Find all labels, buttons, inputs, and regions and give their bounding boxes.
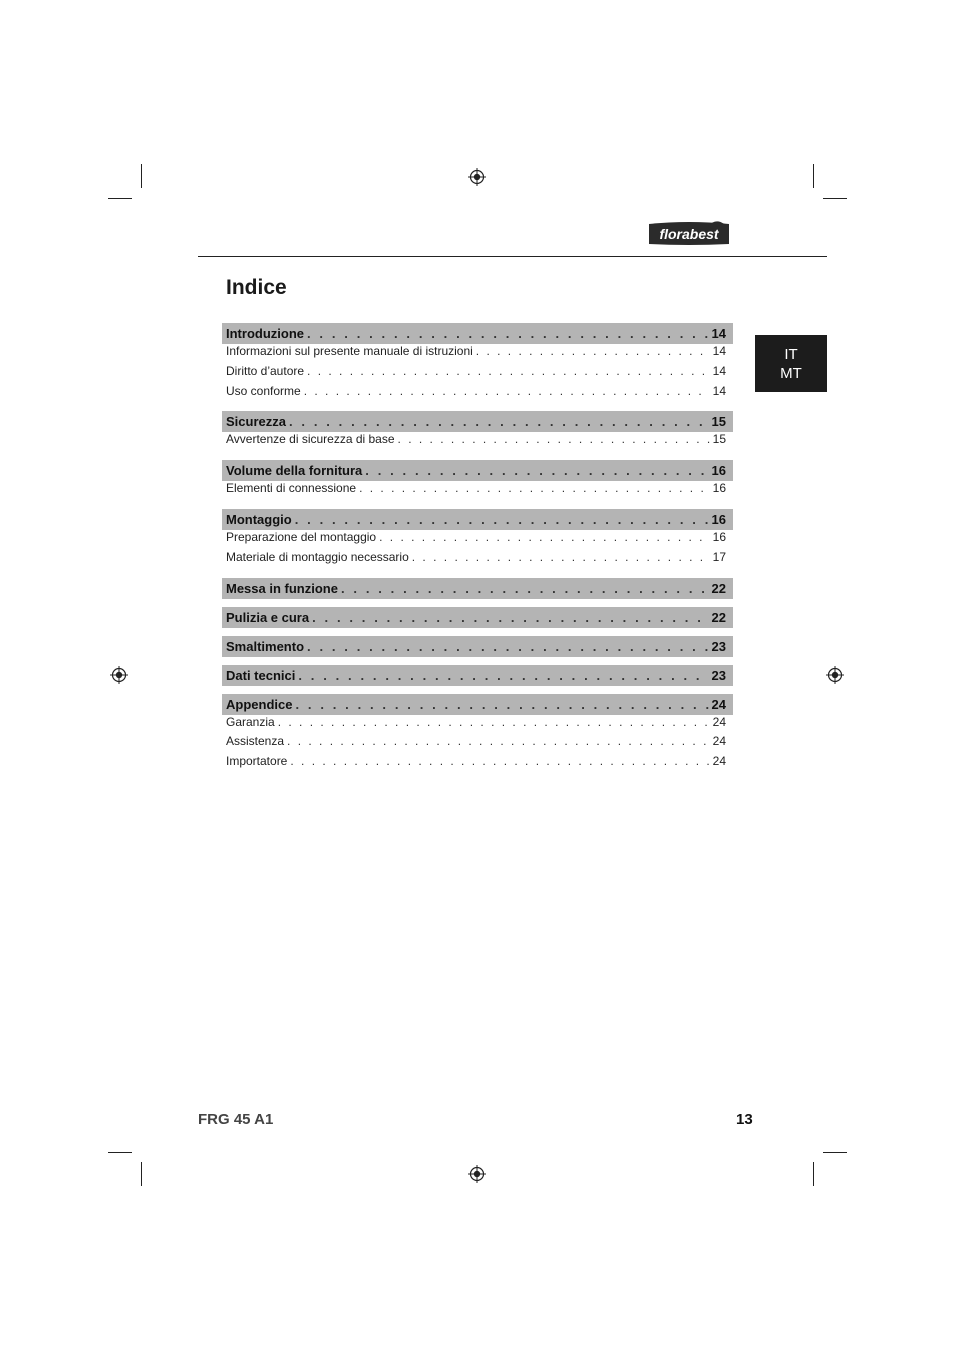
toc-section bbox=[222, 636, 733, 657]
toc-section-title: Messa in funzione bbox=[226, 580, 338, 596]
toc-entry[interactable] bbox=[222, 432, 733, 452]
toc-section-page: 16 bbox=[711, 463, 726, 479]
toc-entry-label: Assistenza bbox=[226, 734, 285, 749]
toc-section-heading[interactable] bbox=[222, 578, 733, 599]
toc-section-title: Dati tecnici bbox=[226, 667, 296, 683]
leader-dots bbox=[295, 512, 709, 527]
toc-entry[interactable] bbox=[222, 344, 733, 364]
toc-section-heading[interactable] bbox=[222, 509, 733, 530]
crop-mark bbox=[141, 164, 142, 188]
toc-entry-label: Avvertenze di sicurezza di base bbox=[226, 432, 395, 447]
toc-section bbox=[222, 460, 733, 501]
toc-entry-page: 16 bbox=[712, 481, 726, 496]
toc-entry[interactable] bbox=[222, 754, 733, 774]
leader-dots bbox=[295, 697, 708, 712]
toc-section-heading[interactable] bbox=[222, 694, 733, 715]
toc-section bbox=[222, 323, 733, 403]
language-code-it: IT bbox=[784, 345, 798, 363]
crop-mark bbox=[823, 1152, 847, 1153]
toc-section-page: 22 bbox=[711, 609, 726, 625]
crop-mark bbox=[823, 198, 847, 199]
florabest-logo bbox=[646, 220, 732, 246]
toc-section-heading[interactable] bbox=[222, 460, 733, 481]
registration-mark-icon bbox=[110, 666, 128, 684]
toc-section-heading[interactable] bbox=[222, 665, 733, 686]
toc-entry-label: Materiale di montaggio necessario bbox=[226, 549, 409, 564]
toc-entry[interactable] bbox=[222, 734, 733, 754]
toc-entry-label: Garanzia bbox=[226, 714, 275, 729]
leader-dots bbox=[307, 639, 709, 654]
registration-mark-icon bbox=[468, 168, 486, 186]
crop-mark bbox=[813, 1162, 814, 1186]
registration-mark-icon bbox=[826, 666, 844, 684]
crop-mark bbox=[813, 164, 814, 188]
toc-entry-page: 14 bbox=[712, 383, 726, 398]
language-tab bbox=[755, 335, 827, 392]
page-title: Indice bbox=[226, 276, 287, 299]
leader-dots bbox=[412, 550, 710, 564]
leader-dots bbox=[298, 668, 708, 683]
toc-entry-page: 15 bbox=[712, 432, 726, 447]
toc-entry-label: Preparazione del montaggio bbox=[226, 529, 377, 544]
toc-entry-label: Elementi di connessione bbox=[226, 481, 357, 496]
toc-entry[interactable] bbox=[222, 715, 733, 735]
toc-section bbox=[222, 411, 733, 452]
leader-dots bbox=[341, 581, 709, 596]
leader-dots bbox=[290, 754, 709, 768]
toc-entry-page: 24 bbox=[712, 714, 726, 729]
leader-dots bbox=[307, 326, 709, 341]
leader-dots bbox=[307, 364, 710, 378]
toc-entry[interactable] bbox=[222, 364, 733, 384]
toc-entry-page: 24 bbox=[712, 754, 726, 769]
registration-mark-icon bbox=[468, 1165, 486, 1183]
toc-section-page: 15 bbox=[711, 414, 726, 430]
toc-section-title: Appendice bbox=[226, 696, 293, 712]
toc-entry[interactable] bbox=[222, 550, 733, 570]
crop-mark bbox=[108, 198, 132, 199]
header-rule bbox=[198, 256, 827, 257]
toc-section-page: 14 bbox=[711, 326, 726, 341]
toc-section-page: 24 bbox=[711, 696, 726, 712]
table-of-contents bbox=[222, 323, 733, 782]
toc-section-title: Montaggio bbox=[226, 511, 292, 527]
toc-entry-page: 24 bbox=[712, 734, 726, 749]
crop-mark bbox=[108, 1152, 132, 1153]
leader-dots bbox=[289, 414, 709, 429]
toc-section-page: 23 bbox=[711, 667, 726, 683]
leader-dots bbox=[365, 463, 708, 478]
toc-section bbox=[222, 607, 733, 628]
toc-entry-page: 14 bbox=[712, 363, 726, 378]
toc-section-heading[interactable] bbox=[222, 411, 733, 432]
language-code-mt: MT bbox=[780, 364, 802, 382]
toc-section-title: Pulizia e cura bbox=[226, 609, 310, 625]
toc-section bbox=[222, 665, 733, 686]
model-number: FRG 45 A1 bbox=[198, 1111, 274, 1128]
page-number: 13 bbox=[736, 1111, 753, 1128]
crop-mark bbox=[141, 1162, 142, 1186]
leader-dots bbox=[287, 734, 710, 748]
toc-entry-label: Uso conforme bbox=[226, 383, 301, 398]
toc-entry-label: Diritto d’autore bbox=[226, 363, 305, 378]
toc-section bbox=[222, 578, 733, 599]
toc-entry-page: 17 bbox=[712, 549, 726, 564]
toc-section-heading[interactable] bbox=[222, 607, 733, 628]
toc-section bbox=[222, 509, 733, 570]
leader-dots bbox=[312, 610, 708, 625]
toc-section-heading[interactable] bbox=[222, 636, 733, 657]
toc-section-title: Introduzione bbox=[226, 326, 304, 341]
toc-entry-label: Informazioni sul presente manuale di istruzioni bbox=[226, 344, 473, 358]
leader-dots bbox=[304, 384, 710, 398]
leader-dots bbox=[398, 432, 710, 446]
toc-section bbox=[222, 694, 733, 774]
toc-entry[interactable] bbox=[222, 481, 733, 501]
toc-entry[interactable] bbox=[222, 530, 733, 550]
leader-dots bbox=[359, 481, 710, 495]
leader-dots bbox=[278, 715, 710, 729]
toc-section-page: 23 bbox=[711, 638, 726, 654]
toc-section-page: 16 bbox=[711, 511, 726, 527]
toc-entry[interactable] bbox=[222, 384, 733, 404]
toc-section-heading[interactable] bbox=[222, 323, 733, 344]
toc-section-title: Sicurezza bbox=[226, 414, 286, 430]
toc-section-title: Volume della fornitura bbox=[226, 463, 363, 479]
leader-dots bbox=[476, 344, 710, 358]
toc-entry-page: 14 bbox=[712, 344, 726, 358]
toc-section-title: Smaltimento bbox=[226, 638, 305, 654]
toc-section-page: 22 bbox=[711, 580, 726, 596]
toc-entry-label: Importatore bbox=[226, 754, 288, 769]
logo-text: florabest bbox=[659, 226, 719, 242]
toc-entry-page: 16 bbox=[712, 529, 726, 544]
leader-dots bbox=[379, 530, 710, 544]
